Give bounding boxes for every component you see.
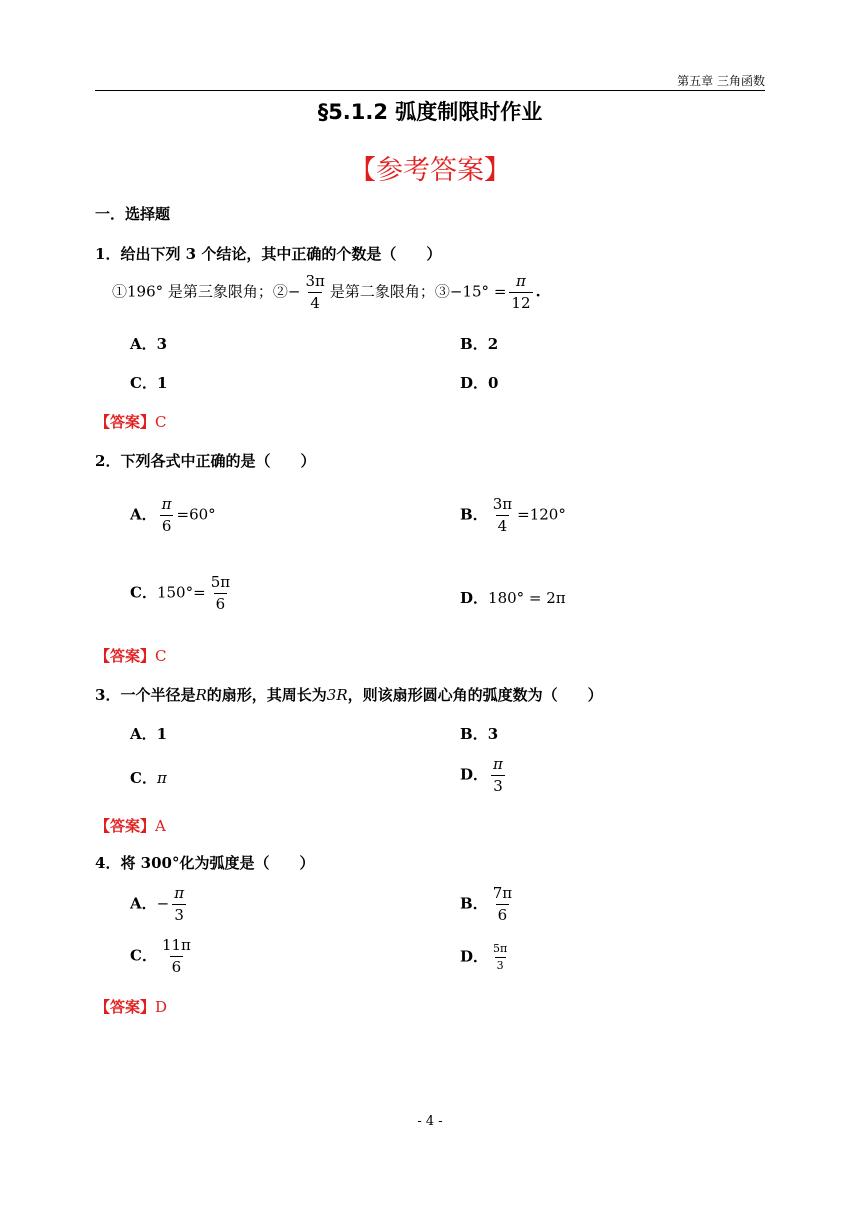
q1-option-c: C．1	[130, 374, 168, 392]
running-header: 第五章 三角函数	[677, 74, 765, 88]
question-number: 1	[95, 245, 106, 263]
question-number: 4	[95, 854, 106, 872]
page-number: - 4 -	[417, 1114, 443, 1129]
q2-option-b: B． $\frac{3\pi}{4}$ =120°	[460, 495, 566, 535]
question-number: 2	[95, 452, 106, 470]
q1-answer: 【答案】C	[95, 413, 167, 431]
q2-option-a: A． $\frac{\pi}{6}$ =60°	[130, 495, 216, 535]
fraction-pi-over-3: $\frac{\pi}{3}$	[493, 755, 503, 795]
q4-option-d: D． $\frac{5\pi}{3}$	[460, 942, 508, 972]
fraction-pi-over-12: $\frac{\pi}{12}$	[511, 272, 531, 312]
section-heading: 一．选择题	[95, 205, 171, 223]
q3-option-d: D． $\frac{\pi}{3}$	[460, 755, 503, 795]
question-3: 3．一个半径是R的扇形，其周长为3R，则该扇形圆心角的弧度数为（ ）	[95, 686, 603, 704]
fraction-pi-over-6: $\frac{\pi}{6}$	[161, 495, 172, 535]
q4-option-c: C． $\frac{11\pi}{6}$	[130, 936, 191, 976]
q1-option-d: D．0	[460, 374, 499, 392]
q2-answer: 【答案】C	[95, 647, 167, 665]
q4-option-b: B． $\frac{7\pi}{6}$	[460, 884, 513, 924]
question-stem: 下列各式中正确的是（ ）	[120, 452, 316, 470]
q1-option-b: B．2	[460, 335, 499, 353]
answer-key-heading: 【参考答案】	[349, 155, 511, 186]
fraction-5pi-over-3: $\frac{5\pi}{3}$	[493, 942, 508, 972]
q3-answer: 【答案】A	[95, 817, 166, 835]
fraction-3pi-over-4: $\frac{3\pi}{4}$	[305, 272, 325, 312]
question-2: 2．下列各式中正确的是（ ）	[95, 452, 316, 470]
q4-answer: 【答案】D	[95, 998, 168, 1016]
q3-option-b: B．3	[460, 725, 499, 743]
header-rule	[95, 90, 765, 91]
q3-option-a: A．1	[130, 725, 168, 743]
fraction-11pi-over-6: $\frac{11\pi}{6}$	[161, 936, 191, 976]
question-4: 4．将 300°化为弧度是（ ）	[95, 854, 315, 872]
question-number: 3	[95, 686, 106, 704]
question-1-statement: ①196° 是第三象限角；②− $\frac{3\pi}{4}$ 是第二象限角；③−15° = $\frac{\pi}{12}$ .	[112, 272, 541, 312]
fraction-3pi-over-4: $\frac{3\pi}{4}$	[492, 495, 513, 535]
page-title: §5.1.2 弧度制限时作业	[317, 100, 543, 124]
q1-option-a: A．3	[130, 335, 168, 353]
fraction-pi-over-3: $\frac{\pi}{3}$	[174, 884, 185, 924]
q2-option-d: D．180° = 2π	[460, 589, 566, 607]
question-stem: 给出下列 3 个结论，其中正确的个数是（ ）	[120, 245, 442, 263]
question-stem: 将 300°化为弧度是（ ）	[120, 854, 315, 872]
fraction-5pi-over-6: $\frac{5\pi}{6}$	[210, 573, 231, 613]
fraction-7pi-over-6: $\frac{7\pi}{6}$	[492, 884, 513, 924]
q4-option-a: A．− $\frac{\pi}{3}$	[130, 884, 185, 924]
q2-option-c: C．150°= $\frac{5\pi}{6}$	[130, 573, 231, 613]
q3-option-c: C．π	[130, 769, 167, 787]
question-1: 1．给出下列 3 个结论，其中正确的个数是（ ）	[95, 245, 442, 263]
